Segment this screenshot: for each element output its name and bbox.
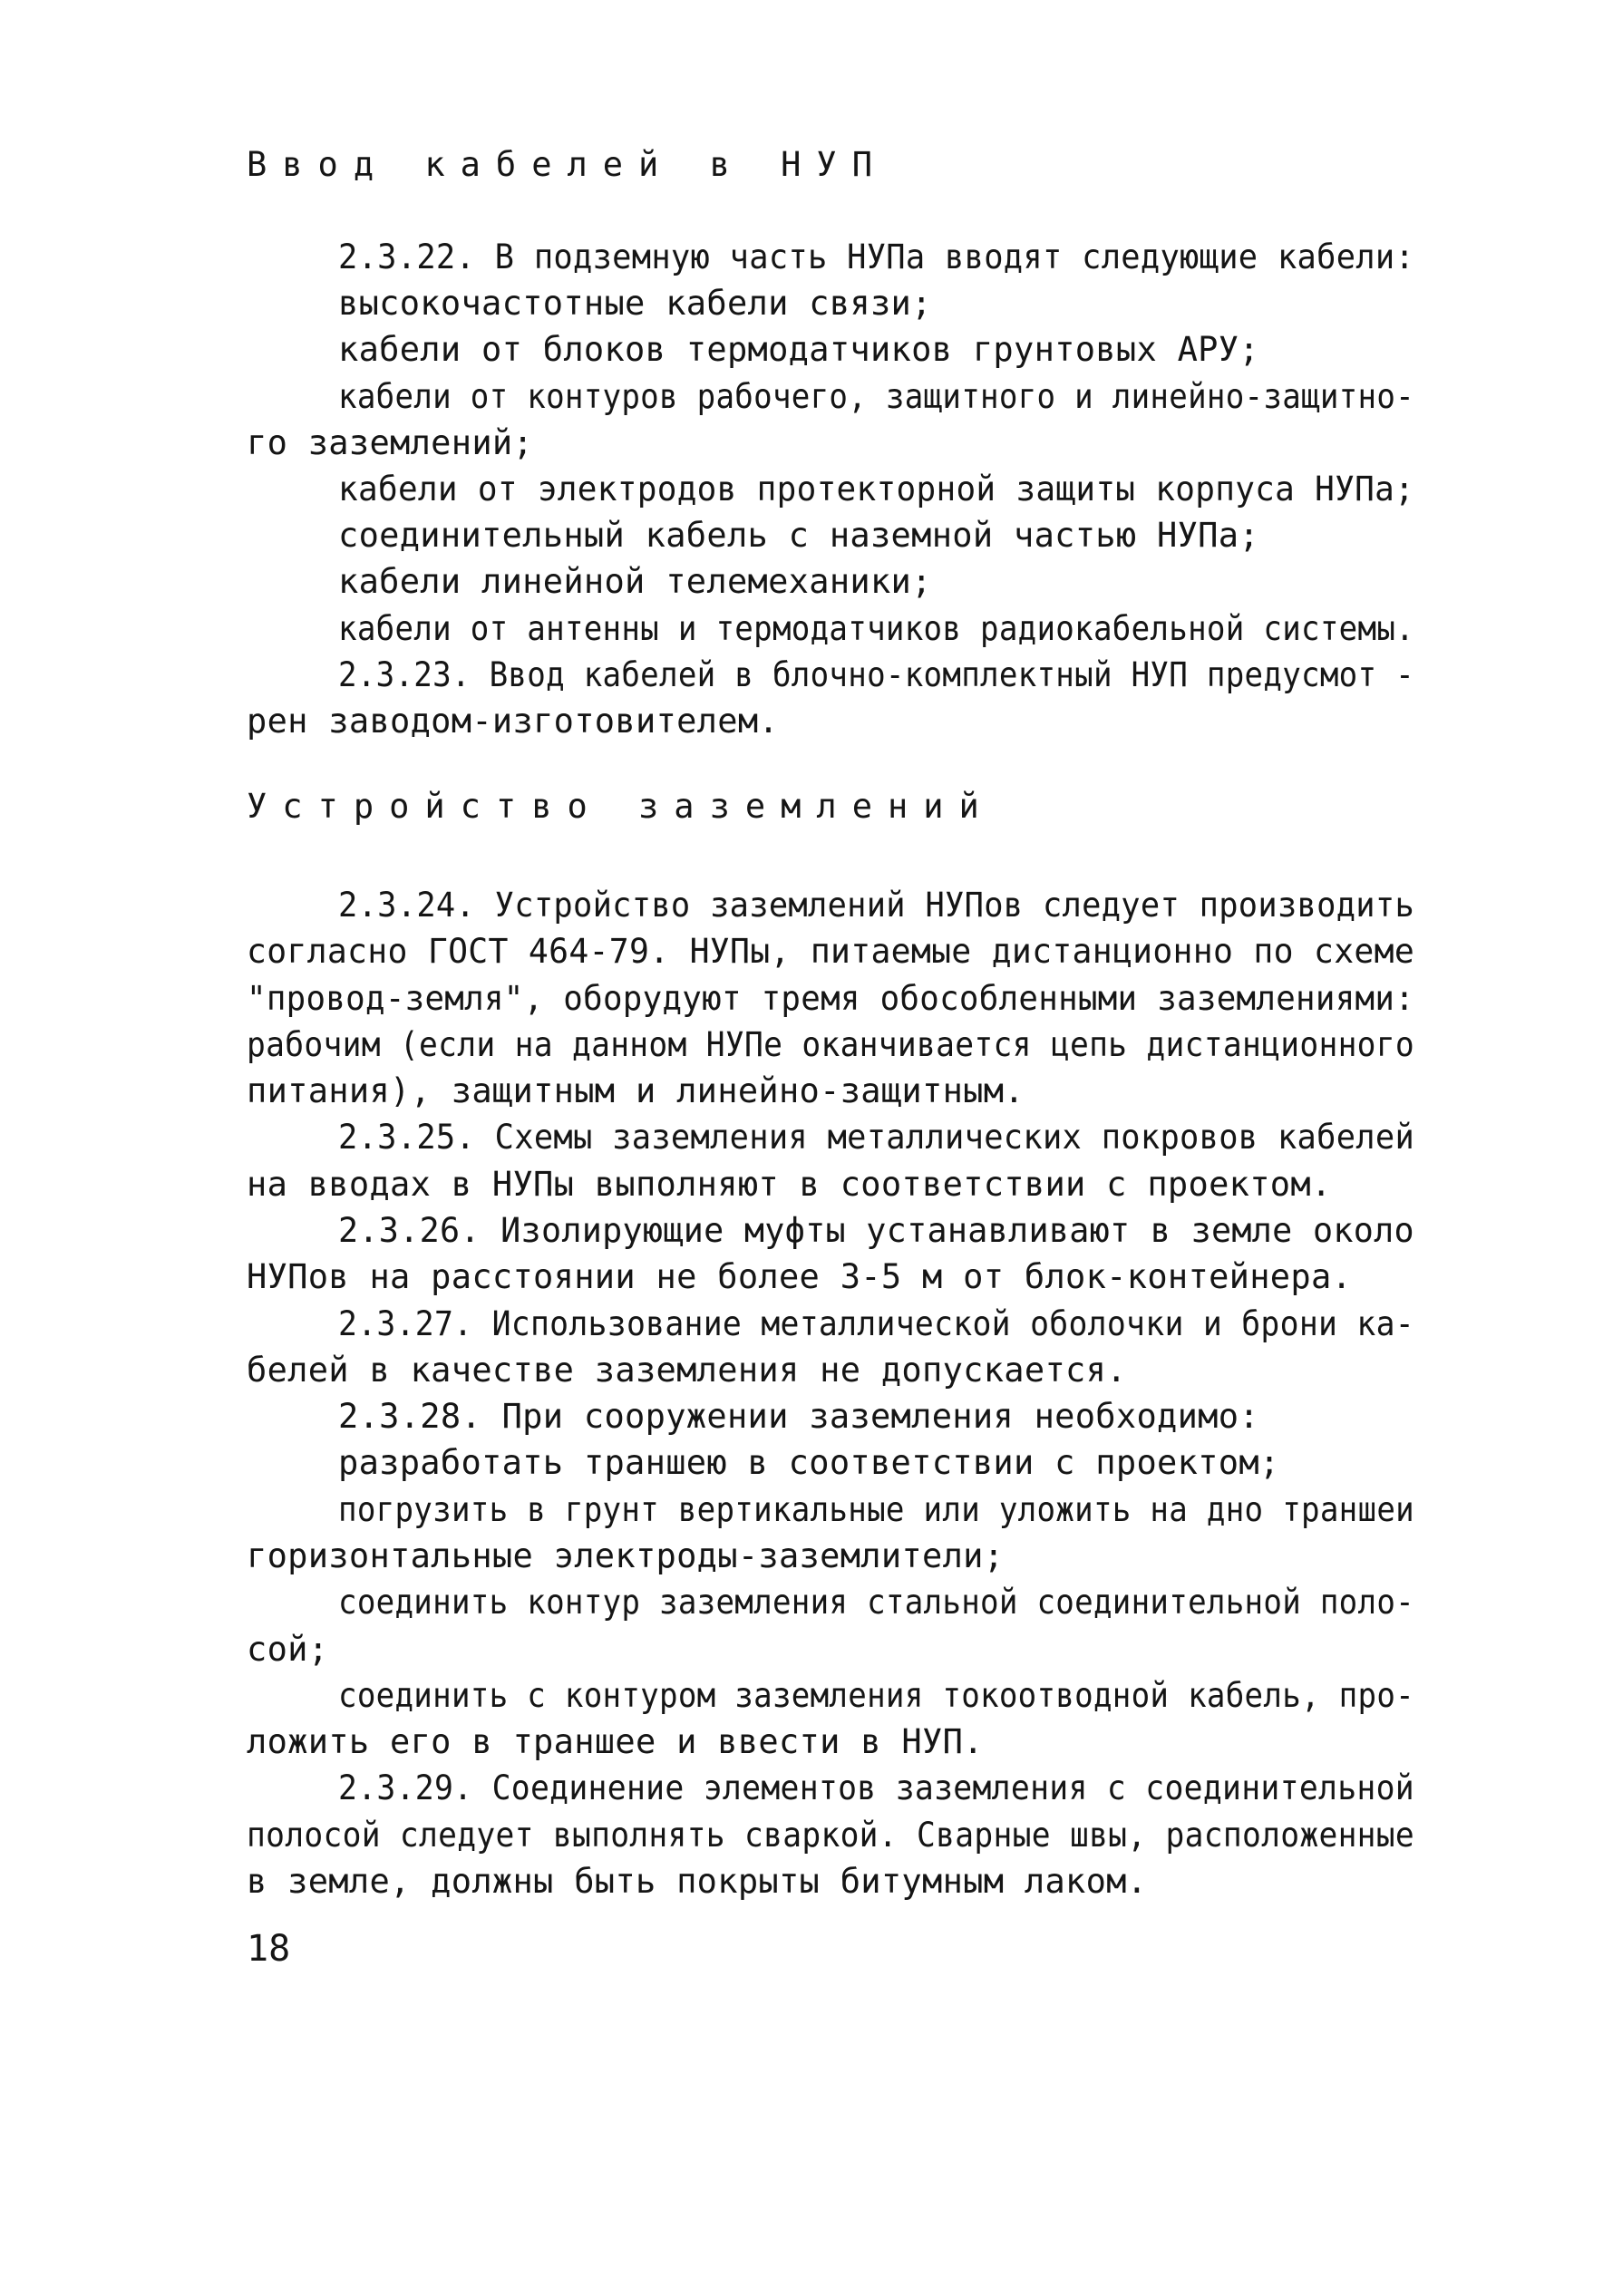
paragraph-line: 2.3.29. Соединение элементов заземления с соединительной [338, 1768, 1415, 1807]
paragraph-line: НУПов на расстоянии не более 3-5 м от блок-контейнера. [247, 1257, 1353, 1296]
paragraph-line: кабели от электродов протекторной защиты корпуса НУПа; [338, 470, 1415, 509]
paragraph-line: разработать траншею в соответствии с проектом; [338, 1443, 1280, 1482]
paragraph-line: го заземлений; [247, 423, 534, 462]
paragraph-line: 2.3.25. Схемы заземления металлических покровов кабелей [338, 1118, 1415, 1157]
paragraph-line: 2.3.24. Устройство заземлений НУПов следует производить [338, 886, 1415, 925]
paragraph-line: 2.3.23. Ввод кабелей в блочно-комплектный НУП предусмот - [338, 655, 1414, 694]
paragraph-line: полосой следует выполнять сваркой. Сварные швы, расположенные [247, 1816, 1415, 1855]
paragraph-line: ложить его в траншее и ввести в НУП. [247, 1722, 984, 1761]
paragraph-line: 2.3.26. Изолирующие муфты устанавливают в земле около [338, 1211, 1414, 1250]
paragraph-line: 2.3.28. При сооружении заземления необходимо: [338, 1397, 1259, 1436]
paragraph-line: высокочастотные кабели связи; [338, 284, 932, 323]
paragraph-line: соединить контур заземления стальной соединительной поло- [338, 1583, 1414, 1622]
paragraph-line: кабели от антенны и термодатчиков радиокабельной системы. [338, 609, 1414, 648]
paragraph-line: "провод-земля", оборудуют тремя обособленными заземлениями: [247, 979, 1415, 1018]
paragraph-line: рабочим (если на данном НУПе оканчивается цепь дистанционного [247, 1025, 1415, 1064]
page-number: 18 [247, 1928, 291, 1970]
paragraph-line: на вводах в НУПы выполняют в соответствии с проектом. [247, 1165, 1332, 1204]
paragraph-line: погрузить в грунт вертикальные или уложить на дно траншеи [338, 1490, 1414, 1529]
paragraph-line: в земле, должны быть покрыты битумным лаком. [247, 1862, 1148, 1901]
paragraph-line: горизонтальные электроды-заземлители; [247, 1536, 1005, 1575]
paragraph-line: согласно ГОСТ 464-79. НУПы, питаемые дистанционно по схеме [247, 932, 1415, 971]
paragraph-line: рен заводом-изготовителем. [247, 702, 779, 741]
section-heading-cable-entry: Ввод кабелей в НУП [247, 145, 888, 184]
paragraph-line: белей в качестве заземления не допускается. [247, 1351, 1127, 1390]
paragraph-line: 2.3.27. Использование металлической оболочки и брони ка- [338, 1304, 1415, 1343]
paragraph-line: соединить с контуром заземления токоотводной кабель, про- [338, 1676, 1414, 1715]
paragraph-line: сой; [247, 1630, 329, 1669]
paragraph-line: кабели линейной телемеханики; [338, 562, 932, 601]
paragraph-line: соединительный кабель с наземной частью НУПа; [338, 516, 1259, 555]
section-heading-grounding: Устройство заземлений [247, 787, 995, 826]
paragraph-line: кабели от контуров рабочего, защитного и линейно-защитно- [338, 377, 1414, 416]
paragraph-line: 2.3.22. В подземную часть НУПа вводят следующие кабели: [338, 237, 1415, 276]
paragraph-line: кабели от блоков термодатчиков грунтовых АРУ; [338, 330, 1259, 369]
paragraph-line: питания), защитным и линейно-защитным. [247, 1071, 1025, 1110]
